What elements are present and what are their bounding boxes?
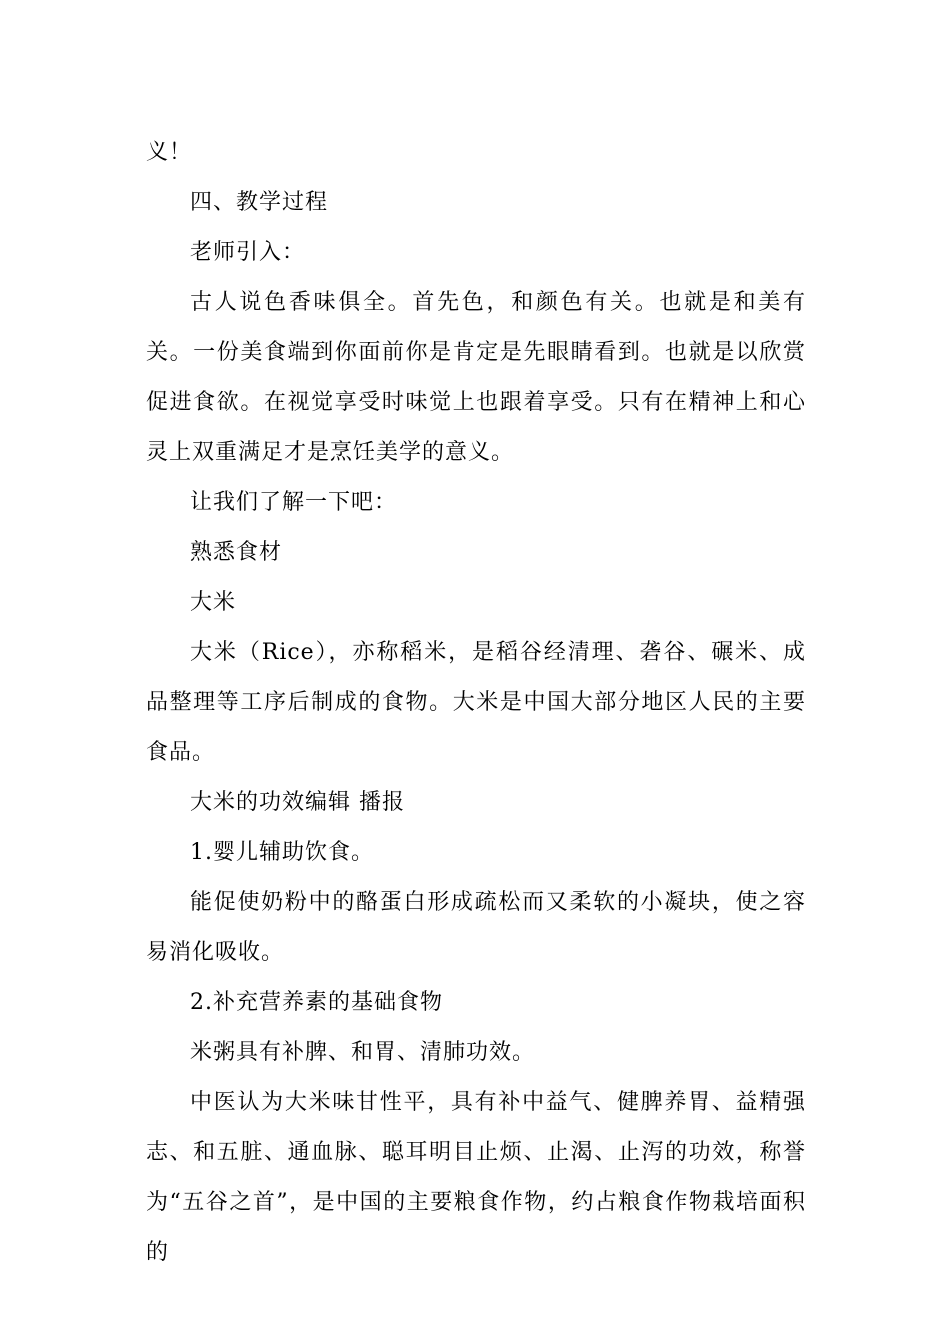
section-heading: 四、教学过程 bbox=[190, 190, 329, 215]
paragraph-item-1-body: 能促使奶粉中的酪蛋白形成疏松而又柔软的小凝块，使之容易消化吸收。 bbox=[146, 890, 806, 965]
paragraph-tcm: 中医认为大米味甘性平，具有补中益气、健脾养胃、益精强志、和五脏、通血脉、聪耳明目止烦、止渴、止泻的功效，称誉为“五谷之首”，是中国的主要粮食作物，约占粮食作物栽培面积的 bbox=[146, 1090, 806, 1265]
paragraph-intro-text: 古人说色香味俱全。首先色，和颜色有关。也就是和美有关。一份美食端到你面前你是肯定是先眼睛看到。也就是以欣赏促进食欲。在视觉享受时味觉上也跟着享受。只有在精神上和心灵上双重满足才是烹饪美学的意义。 bbox=[146, 290, 806, 465]
paragraph-rice-definition: 大米（Rice），亦称稻米，是稻谷经清理、砻谷、碾米、成品整理等工序后制成的食物。大米是中国大部分地区人民的主要食品。 bbox=[146, 640, 806, 765]
paragraph-teacher-intro-label: 老师引入： bbox=[190, 240, 306, 265]
paragraph-item-1: 1.婴儿辅助饮食。 bbox=[190, 840, 374, 865]
paragraph-rice-effects-heading: 大米的功效编辑 播报 bbox=[190, 790, 405, 815]
paragraph-item-2: 2.补充营养素的基础食物 bbox=[190, 990, 443, 1015]
paragraph-continuation: 义！ bbox=[146, 140, 193, 165]
document-body bbox=[146, 128, 806, 1278]
paragraph-porridge: 米粥具有补脾、和胃、清肺功效。 bbox=[190, 1040, 536, 1065]
paragraph-familiar-ingredients: 熟悉食材 bbox=[190, 540, 283, 565]
paragraph-lets-learn: 让我们了解一下吧： bbox=[190, 490, 398, 515]
paragraph-rice-heading: 大米 bbox=[190, 590, 237, 615]
